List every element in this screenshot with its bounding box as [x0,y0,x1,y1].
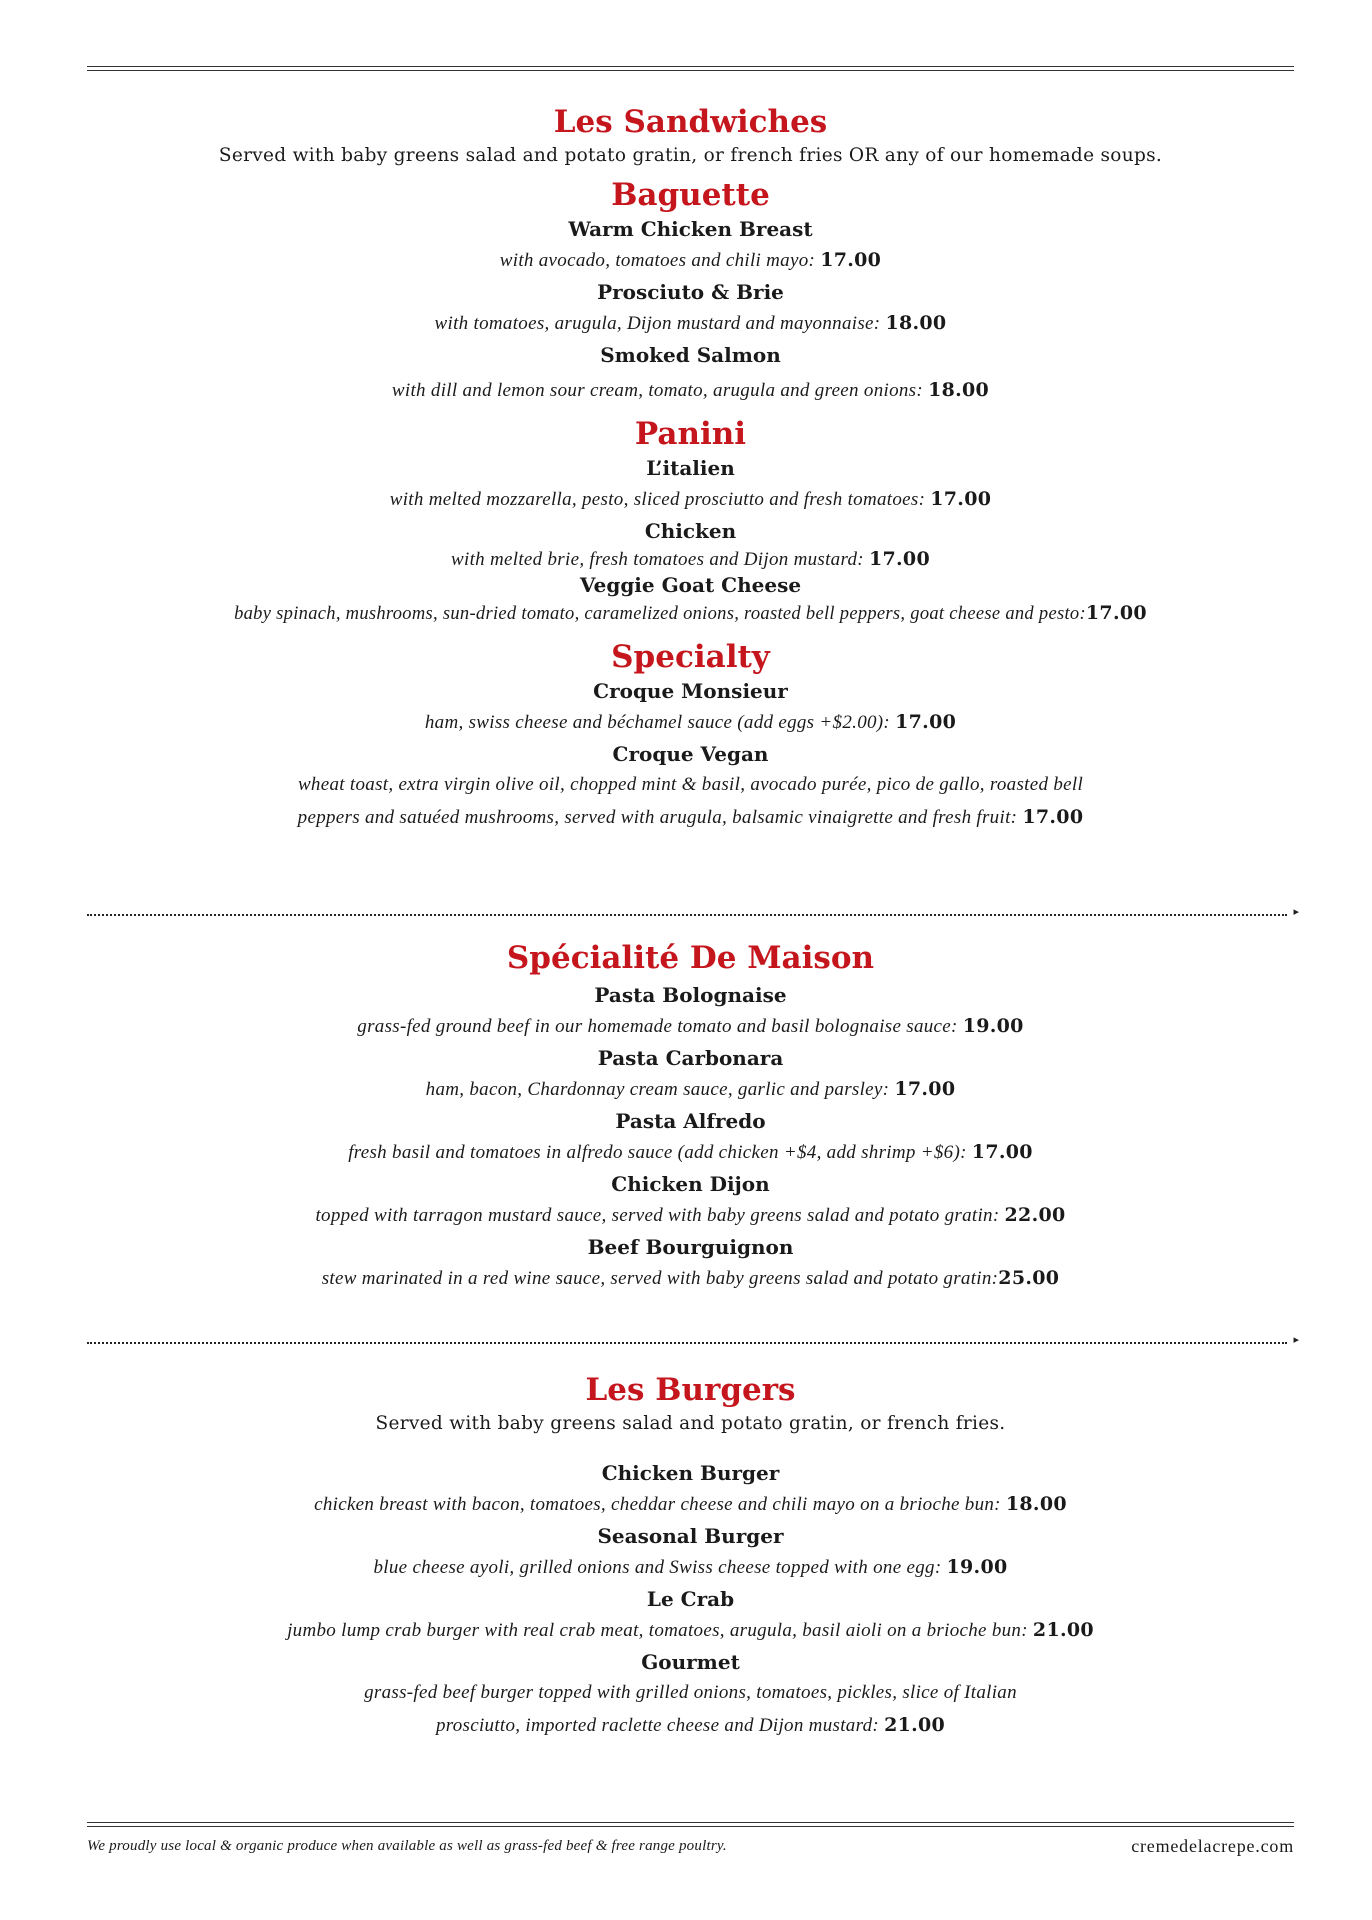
menu-item-name: Prosciuto & Brie [597,280,784,304]
sandwiches-intro: Served with baby greens salad and potato gratin, or french fries OR any of our homemade soups. [218,145,1163,166]
menu-item-desc: prosciutto, imported raclette cheese and Dijon mustard: 21.00 [435,1714,946,1736]
menu-item-desc: with melted mozzarella, pesto, sliced prosciutto and fresh tomatoes: 17.00 [389,488,992,510]
menu-item-desc: fresh basil and tomatoes in alfredo sauce (add chicken +$4, add shrimp +$6): 17.00 [348,1141,1033,1163]
menu-item-desc: with avocado, tomatoes and chili mayo: 17.00 [499,249,882,271]
menu-item-desc: chicken breast with bacon, tomatoes, cheddar cheese and chili mayo on a brioche bun: 18.00 [314,1493,1067,1515]
menu-item-price: 21.00 [884,1714,946,1736]
menu-item-desc: blue cheese ayoli, grilled onions and Swiss cheese topped with one egg: 19.00 [373,1556,1008,1578]
burgers-intro: Served with baby greens salad and potato gratin, or french fries. [375,1413,1006,1434]
specialty-group [87,638,1294,834]
baguette-title: Baguette [611,177,770,213]
menu-item-desc: topped with tarragon mustard sauce, served with baby greens salad and potato gratin: 22.00 [315,1204,1066,1226]
burgers-section [87,1368,1294,1742]
menu-item-price: 18.00 [928,379,990,401]
sandwiches-section [87,100,1294,834]
panini-title: Panini [634,416,747,452]
menu-item-name: Pasta Bolognaise [594,983,787,1007]
menu-item-price: 17.00 [930,488,992,510]
panini-group [87,415,1294,630]
menu-item-price: 25.00 [998,1267,1060,1289]
dotted-divider [87,914,1287,916]
menu-item-name: Le Crab [646,1587,735,1611]
menu-item-price: 19.00 [946,1556,1008,1578]
maison-section [87,936,1294,1295]
menu-item-name: Pasta Alfredo [615,1109,766,1133]
menu-item-price: 21.00 [1032,1619,1094,1641]
menu-item-name: Chicken [644,519,737,543]
footer-note: We proudly use local & organic produce when available as well as grass-fed beef & free range poultry. [87,1838,727,1854]
burgers-title: Les Burgers [585,1372,796,1408]
menu-item-name: Croque Vegan [612,742,769,766]
menu-item-desc: wheat toast, extra virgin olive oil, chopped mint & basil, avocado purée, pico de gallo, roasted bell [297,774,1084,795]
menu-item-desc: stew marinated in a red wine sauce, served with baby greens salad and potato gratin:25.00 [321,1267,1060,1289]
menu-item-price: 17.00 [895,711,957,733]
footer-website-link[interactable]: cremedelacrepe.com [1131,1836,1294,1856]
menu-item-price: 17.00 [1022,806,1084,828]
menu-item-desc: peppers and satuéed mushrooms, served with arugula, balsamic vinaigrette and fresh fruit: 17.00 [297,806,1084,828]
baguette-group [87,176,1294,407]
menu-item-name: Veggie Goat Cheese [579,573,802,597]
menu-item-price: 17.00 [971,1141,1033,1163]
menu-item-price: 17.00 [868,548,930,570]
menu-item-desc: grass-fed beef burger topped with grilled onions, tomatoes, pickles, slice of Italian [364,1682,1017,1703]
menu-item-name: Seasonal Burger [597,1524,784,1548]
menu-item-name: Beef Bourguignon [587,1235,794,1259]
menu-item-desc: ham, swiss cheese and béchamel sauce (add eggs +$2.00): 17.00 [424,711,957,733]
menu-item-name: Chicken Burger [601,1461,780,1485]
menu-item-price: 22.00 [1004,1204,1066,1226]
top-double-rule [87,66,1294,67]
menu-item-name: Smoked Salmon [600,343,781,367]
menu-item-name: Chicken Dijon [611,1172,770,1196]
menu-item-desc: with melted brie, fresh tomatoes and Dijon mustard: 17.00 [451,548,930,570]
specialty-title: Specialty [611,639,770,675]
menu-item-desc: grass-fed ground beef in our homemade tomato and basil bolognaise sauce: 19.00 [357,1015,1024,1037]
menu-item-price: 17.00 [894,1078,956,1100]
menu-item-desc: with dill and lemon sour cream, tomato, arugula and green onions: 18.00 [391,379,990,401]
menu-item-desc: with tomatoes, arugula, Dijon mustard and mayonnaise: 18.00 [434,312,947,334]
menu-item-price: 17.00 [820,249,882,271]
menu-item-desc: jumbo lump crab burger with real crab meat, tomatoes, arugula, basil aioli on a brioche bun: 21.00 [287,1619,1094,1641]
menu-item-desc: ham, bacon, Chardonnay cream sauce, garlic and parsley: 17.00 [425,1078,956,1100]
menu-item-price: 18.00 [1005,1493,1067,1515]
bottom-double-rule [87,1822,1294,1823]
menu-item-price: 18.00 [885,312,947,334]
maison-title: Spécialité De Maison [506,940,875,976]
menu-item-price: 19.00 [962,1015,1024,1037]
sandwiches-title: Les Sandwiches [553,104,828,140]
menu-item-price: 17.00 [1085,602,1147,624]
menu-item-name: Gourmet [641,1650,740,1674]
menu-item-name: Pasta Carbonara [597,1046,784,1070]
menu-item-name: Croque Monsieur [593,679,788,703]
menu-item-name: L’italien [646,456,735,480]
menu-item-name: Warm Chicken Breast [568,217,813,241]
menu-item-desc: baby spinach, mushrooms, sun-dried tomato, caramelized onions, roasted bell peppers, goat cheese and pesto:17.00 [234,602,1147,624]
dotted-divider [87,1342,1287,1344]
